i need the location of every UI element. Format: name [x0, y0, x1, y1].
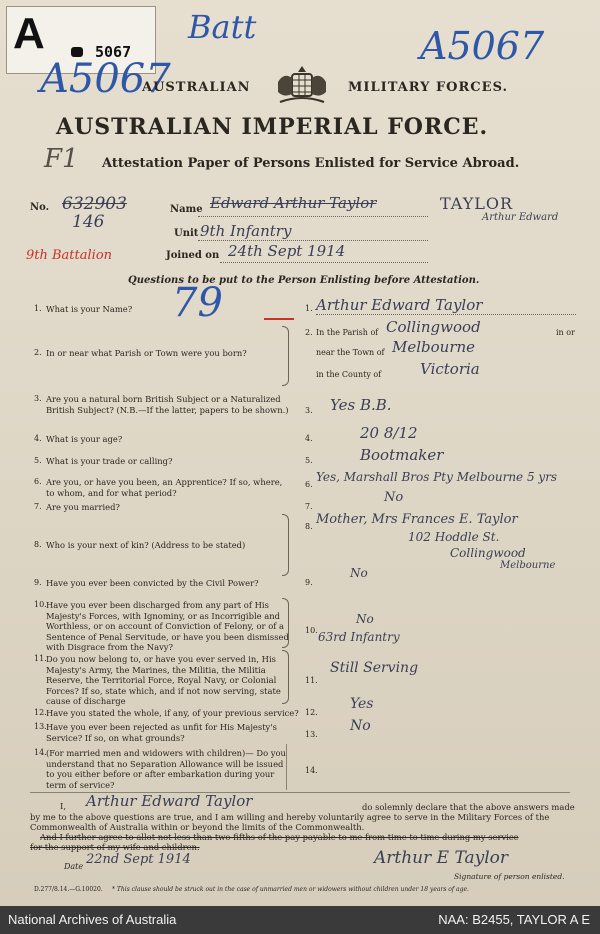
- name-struck: Edward Arthur Taylor: [210, 194, 377, 212]
- declaration-number: I,: [60, 802, 67, 812]
- footer-right: NAA: B2455, TAYLOR A E: [438, 912, 590, 927]
- no-label: No.: [30, 202, 50, 213]
- q10-text: Have you ever been discharged from any part of His Majesty's Forces, with Ignominy, or as Incorrigible and Worthless, or on account of Conviction of Felony, or of a Sentence of Penal Servitude, or have you been dismissed with Disgrace from the Navy?: [46, 600, 289, 652]
- q2-text: In or near what Parish or Town were you born?: [46, 348, 247, 358]
- declaration-name: Arthur Edward Taylor: [86, 792, 253, 810]
- q9-number: 9.: [34, 578, 42, 587]
- q8-brace: [282, 514, 289, 576]
- q8-number: 8.: [34, 540, 42, 549]
- a3-number: 3.: [305, 406, 313, 415]
- surname-value: TAYLOR: [440, 194, 514, 213]
- a1-number: 1.: [305, 304, 313, 313]
- date-label: Date: [64, 862, 84, 871]
- coat-of-arms-icon: [270, 62, 334, 108]
- printer-code: D.277/8.14.—G.10020.: [34, 886, 103, 893]
- q1-text: What is your Name?: [46, 304, 133, 314]
- a13-number: 13.: [305, 730, 318, 739]
- q13-text: Have you ever been rejected as unfit for His Majesty's Service? If so, on what grounds?: [46, 722, 277, 743]
- a5-number: 5.: [305, 456, 313, 465]
- parish-label: In the Parish of: [316, 328, 379, 337]
- section-heading: Questions to be put to the Person Enlisting before Attestation.: [128, 275, 480, 286]
- town-label: near the Town of: [316, 348, 385, 357]
- red-mark: [264, 318, 294, 320]
- a8-suburb: Collingwood: [450, 546, 526, 560]
- q7-text: Are you married?: [46, 502, 120, 512]
- a3-value: Yes B.B.: [330, 396, 392, 414]
- no-value: 146: [72, 212, 105, 232]
- a9-number: 9.: [305, 578, 313, 587]
- q4-number: 4.: [34, 434, 42, 443]
- a12-number: 12.: [305, 708, 318, 717]
- a9-value: No: [350, 566, 368, 580]
- a1-value: Arthur Edward Taylor: [316, 296, 483, 314]
- q5-number: 5.: [34, 456, 42, 465]
- q12-number: 12.: [34, 708, 47, 717]
- stamp-number: 5067: [95, 43, 132, 61]
- parish-value: Collingwood: [386, 318, 481, 336]
- header-line-left: AUSTRALIAN: [142, 80, 251, 95]
- q14-number: 14.: [34, 748, 47, 757]
- joined-label: Joined on: [166, 250, 220, 261]
- a7-number: 7.: [305, 502, 313, 511]
- header-line-right: MILITARY FORCES.: [348, 80, 509, 95]
- q10-brace: [282, 598, 289, 648]
- declaration-text-4: And I further agree to allot not less than two-fifths of the pay payable to me from time to time during my service: [40, 832, 519, 842]
- q8-text: Who is your next of kin? (Address to be stated): [46, 540, 246, 550]
- a11-previous-service: 63rd Infantry: [318, 630, 400, 644]
- q11-text: Do you now belong to, or have you ever served in, His Majesty's Army, the Marines, the Militia, the Militia Reserve, the Territorial Force, Royal Navy, or Colonial Forces? If so, state which, and if not now serving, state cause of discharge: [46, 654, 281, 706]
- q10-number: 10.: [34, 600, 47, 609]
- a2-number: 2.: [305, 328, 313, 337]
- a8-address: 102 Hoddle St.: [408, 530, 500, 544]
- county-label: in the County of: [316, 370, 382, 379]
- number-79-annotation: 79: [172, 280, 223, 326]
- q5-text: What is your trade or calling?: [46, 456, 173, 466]
- a13-value: No: [350, 718, 371, 734]
- a5067-annotation-left: A5067: [40, 56, 171, 102]
- q2-number: 2.: [34, 348, 42, 357]
- given-names-value: Arthur Edward: [482, 212, 559, 223]
- signature-label: Signature of person enlisted.: [454, 872, 565, 881]
- q11-brace: [282, 650, 289, 704]
- form-subtitle: Attestation Paper of Persons Enlisted for Service Abroad.: [102, 156, 520, 171]
- town-value: Melbourne: [392, 338, 476, 356]
- q9-text: Have you ever been convicted by the Civil Power?: [46, 578, 259, 588]
- a5067-annotation-right: A5067: [420, 24, 545, 68]
- q12-text: Have you stated the whole, if any, of your previous service?: [46, 708, 299, 718]
- a12-value: Yes: [350, 696, 374, 712]
- a4-value: 20 8/12: [360, 424, 418, 442]
- footer-left: National Archives of Australia: [8, 912, 177, 927]
- a10-value: No: [356, 612, 374, 626]
- a6-value: Yes, Marshall Bros Pty Melbourne 5 yrs: [316, 470, 558, 484]
- name-label: Name: [170, 204, 203, 215]
- q14-divider: [286, 744, 287, 790]
- in-or-label: in or: [556, 328, 575, 337]
- q4-text: What is your age?: [46, 434, 123, 444]
- a11-value: Still Serving: [330, 660, 419, 676]
- q7-number: 7.: [34, 502, 42, 511]
- joined-value: 24th Sept 1914: [228, 242, 346, 260]
- q1-number: 1.: [34, 304, 42, 313]
- signature: Arthur E Taylor: [374, 848, 509, 868]
- ninth-battalion-annotation: 9th Battalion: [26, 248, 113, 263]
- footnote: * This clause should be struck out in the case of unmarried men or widowers without children under 18 years of age.: [112, 886, 469, 893]
- a8-city: Melbourne: [500, 560, 556, 571]
- a1-rule: [316, 314, 576, 315]
- q3-text: Are you a natural born British Subject or a Naturalized British Subject? (N.B.—If the latter, papers to be shown.): [46, 394, 289, 415]
- name-rule: [198, 216, 428, 217]
- q14-text: (For married men and widowers with children)— Do you understand that no Separation Allowance will be issued to you either before or after embarkation during your term of service?: [46, 748, 286, 790]
- q11-number: 11.: [34, 654, 47, 663]
- q6-text: Are you, or have you been, an Apprentice? If so, where, to whom, and for what period?: [46, 477, 283, 498]
- a4-number: 4.: [305, 434, 313, 443]
- declaration-text-2: by me to the above questions are true, and I am willing and hereby voluntarily agree to serve in the Military Forces of the: [30, 812, 550, 822]
- unit-value: 9th Infantry: [200, 222, 292, 240]
- declaration-text-5: for the support of my wife and children.: [30, 842, 200, 852]
- archive-footer: [0, 906, 600, 934]
- a8-number: 8.: [305, 522, 313, 531]
- a7-value: No: [384, 490, 404, 505]
- unit-label: Unit: [174, 228, 199, 239]
- county-value: Victoria: [420, 360, 480, 378]
- date-value: 22nd Sept 1914: [86, 852, 191, 867]
- unit-rule: [198, 240, 428, 241]
- no-value-struck: 632903: [62, 194, 127, 214]
- joined-rule: [220, 262, 428, 263]
- q2-brace: [282, 326, 289, 386]
- a11-number: 11.: [305, 676, 318, 685]
- q3-number: 3.: [34, 394, 42, 403]
- q6-number: 6.: [34, 477, 42, 486]
- a5-value: Bootmaker: [360, 446, 444, 464]
- a10-number: 10.: [305, 626, 318, 635]
- stamp-letter: A: [13, 9, 45, 58]
- a8-value: Mother, Mrs Frances E. Taylor: [316, 512, 518, 527]
- declaration-text-1: do solemnly declare that the above answers made: [362, 802, 575, 812]
- form-title: AUSTRALIAN IMPERIAL FORCE.: [56, 114, 489, 140]
- q13-number: 13.: [34, 722, 47, 731]
- f1-annotation: F1: [44, 144, 79, 174]
- declaration-text-3: Commonwealth of Australia within or beyond the limits of the Commonwealth.: [30, 822, 365, 832]
- a6-number: 6.: [305, 480, 313, 489]
- a14-number: 14.: [305, 766, 318, 775]
- batt-annotation: Batt: [188, 8, 257, 46]
